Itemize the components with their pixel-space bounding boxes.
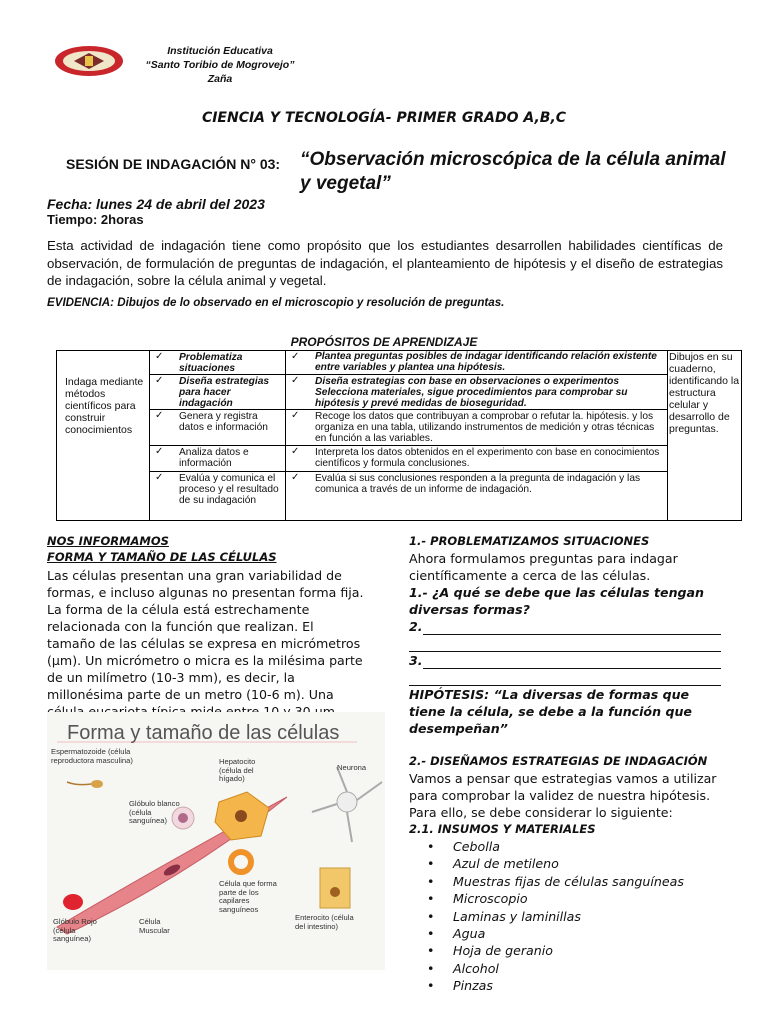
capacity-cell: Problematiza situaciones [179, 352, 243, 374]
question-3-number: 3. [409, 653, 423, 668]
list-item: • Laminas y laminillas [453, 908, 721, 925]
list-item: • Muestras fijas de células sanguíneas [453, 873, 721, 890]
purposes-title: PROPÓSITOS DE APRENDIZAJE [290, 335, 478, 349]
label-red-cell: Glóbulo Rojo (célula sanguínea) [53, 917, 97, 944]
list-item: • Pinzas [453, 977, 721, 994]
performance-cell: Diseña estrategias con base en observaciones o experimentos Selecciona materiales, sigue procedimientos para comprobar su hipótesis y prevé medidas de bioseguridad. [315, 376, 628, 409]
list-item: • Azul de metileno [453, 855, 721, 872]
section1-heading: 1.- PROBLEMATIZAMOS SITUACIONES [409, 534, 650, 548]
competency-cell: Indaga mediante métodos científicos para construir conocimientos [65, 376, 144, 436]
evidence-line: EVIDENCIA: Dibujos de lo observado en el microscopio y resolución de preguntas. [47, 296, 505, 309]
check-icon: ✓ [291, 351, 300, 362]
cell-shapes-figure [47, 712, 385, 970]
figure-title: Forma y tamaño de las células [67, 722, 340, 744]
check-icon: ✓ [291, 410, 300, 421]
capacity-cell: Evalúa y comunica el proceso y el resultado de su indagación [179, 473, 279, 506]
info-section [47, 533, 365, 720]
date-line: Fecha: lunes 24 de abril del 2023 [47, 196, 265, 212]
list-item: • Microscopio [453, 890, 721, 907]
subject-title: CIENCIA Y TECNOLOGÍA- PRIMER GRADO A,B,C [201, 110, 567, 126]
performance-cell: Recoge los datos que contribuyan a comprobar o refutar la. hipótesis. y los organiza en una tabla, utilizando instrumentos de medición y otras técnicas en función a las variables. [315, 411, 655, 444]
performance-cell: Evalúa si sus conclusiones responden a la pregunta de indagación y las comunica a través de un informe de indagación. [315, 473, 641, 495]
intro-paragraph: Esta actividad de indagación tiene como propósito que los estudiantes desarrollen habilidades científicas de observación, de formulación de preguntas de indagación, el planteamiento de hipótesis y el diseño de estrategias de indagación, sobre la célula animal y vegetal. [47, 238, 723, 288]
list-item: • Cebolla [453, 838, 721, 855]
answer-line[interactable] [423, 618, 721, 635]
label-sperm: Espermatozoide (célula reproductora masculina) [51, 747, 133, 765]
label-muscle-cell: Célula Muscular [139, 917, 170, 935]
performance-cell: Plantea preguntas posibles de indagar identificando relación existente entre variables y plantea una hipótesis. [315, 351, 657, 373]
session-title: “Observación microscópica de la célula animal y vegetal” [300, 149, 726, 194]
section2-text: Vamos a pensar que estrategias vamos a utilizar para comprobar la validez de nuestra hipótesis. Para ello, se debe considerar lo siguiente: [409, 771, 717, 820]
check-icon: ✓ [291, 375, 300, 386]
label-hepatocyte: Hepatocito (célula del hígado) [219, 757, 256, 784]
check-icon: ✓ [155, 375, 164, 386]
performance-cell: Interpreta los datos obtenidos en el experimento con base en conocimientos científicos y formula conclusiones. [315, 447, 660, 469]
check-icon: ✓ [155, 446, 164, 457]
section2-heading: 2.- DISEÑAMOS ESTRATEGIAS DE INDAGACIÓN [409, 754, 708, 768]
evidence-cell: Dibujos en su cuaderno, identificando la estructura celular y desarrollo de preguntas. [669, 351, 740, 435]
label-neuron: Neurona [337, 763, 367, 772]
list-item: • Alcohol [453, 960, 721, 977]
check-icon: ✓ [155, 472, 164, 483]
capacity-cell: Analiza datos e información [179, 447, 249, 469]
label-capillary-cell: Célula que forma parte de los capilares sanguíneos [219, 879, 277, 914]
town-name: Zaña [207, 73, 233, 85]
capacity-cell: Genera y registra datos e información [179, 411, 268, 433]
check-icon: ✓ [291, 446, 300, 457]
session-label: SESIÓN DE INDAGACIÓN N° 03: [66, 156, 281, 172]
activity-section [409, 533, 721, 995]
answer-line[interactable] [409, 635, 721, 652]
label-white-cell: Glóbulo blanco (célula sanguínea) [129, 799, 180, 826]
question-2 [409, 618, 721, 635]
materials-list [409, 838, 721, 995]
question-3 [409, 652, 721, 669]
question-2-number: 2. [409, 619, 423, 634]
info-body: Las células presentan una gran variabilidad de formas, e incluso algunas no presentan forma fija. La forma de la célula está estrechamente relacionada con la función que realizan. El tamaño de las células se expresa en micrómetros (µm). Un micrómetro o micra es la milésima parte de un milímetro (10-3 mm), es decir, la millonésima parte de un metro (10-6 m). Una [47, 568, 364, 702]
info-subheading: FORMA Y TAMAÑO DE LAS CÉLULAS [47, 550, 277, 564]
institution-block [130, 44, 310, 86]
check-icon: ✓ [155, 410, 164, 421]
label-enterocyte: Enterocito (célula del intestino) [295, 913, 354, 931]
purposes-table [56, 350, 742, 521]
info-heading: NOS INFORMAMOS [47, 534, 169, 548]
capacity-cell: Diseña estrategias para hacer indagación [179, 376, 270, 409]
section1-text: Ahora formulamos preguntas para indagar científicamente a cerca de las células. [409, 551, 678, 583]
school-crest-icon [52, 44, 126, 78]
answer-line[interactable] [409, 669, 721, 686]
question-1: 1.- ¿A qué se debe que las células tengan diversas formas? [409, 585, 705, 617]
check-icon: ✓ [291, 472, 300, 483]
time-line: Tiempo: 2horas [47, 212, 144, 227]
hypothesis: HIPÓTESIS: “La diversas de formas que tiene la célula, se debe a la función que desempeñan” [409, 687, 692, 736]
check-icon: ✓ [155, 351, 164, 362]
list-item: • Hoja de geranio [453, 942, 721, 959]
list-item: • Agua [453, 925, 721, 942]
institution-label: Institución Educativa [167, 45, 273, 57]
answer-line[interactable] [423, 652, 721, 669]
section21-heading: 2.1. INSUMOS Y MATERIALES [409, 822, 596, 836]
school-name: “Santo Toribio de Mogrovejo” [145, 59, 295, 71]
